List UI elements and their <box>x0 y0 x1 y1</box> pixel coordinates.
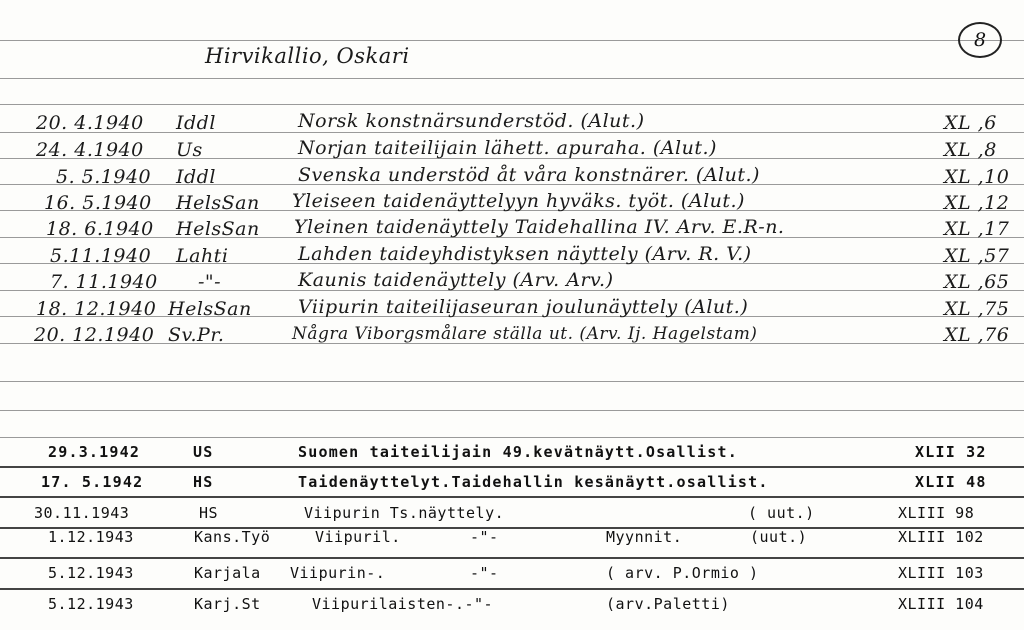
entry-date: 29.3.1942 <box>48 443 141 461</box>
entry-ref: XLIII 102 <box>898 528 984 546</box>
entry-title: Viipurin taiteilijaseuran joulunäyttely (Alut.) <box>298 296 749 318</box>
entry-date: 5.12.1943 <box>48 595 134 613</box>
entry-source: Karjala <box>194 564 261 582</box>
entry-source: HelsSan <box>176 218 260 240</box>
entry-title: Taidenäyttelyt.Taidehallin kesänäytt.osallist. <box>298 473 769 491</box>
entry-date: 30.11.1943 <box>34 504 130 522</box>
entry-date: 18. 12.1940 <box>36 298 157 320</box>
entry-ref: XL ,10 <box>944 166 1010 188</box>
entry-title: Yleiseen taidenäyttelyyn hyväks. työt. (Alut.) <box>292 190 745 212</box>
entry-date: 20. 4.1940 <box>36 112 144 134</box>
entry-title: Viipurin Ts.näyttely. <box>304 504 505 522</box>
entry-source: HelsSan <box>168 298 252 320</box>
entry-source: Sv.Pr. <box>168 324 225 346</box>
entry-source: HelsSan <box>176 192 260 214</box>
entry-title: Viipuril. <box>315 528 401 546</box>
entry-extra: Myynnit. <box>606 528 683 546</box>
entry-date: 24. 4.1940 <box>36 139 144 161</box>
entry-ref: XL ,76 <box>944 324 1010 346</box>
entry-ref: XL ,17 <box>944 218 1010 240</box>
entry-title: Viipurin-. <box>290 564 386 582</box>
entry-source: US <box>193 443 214 461</box>
entry-title: Viipurilaisten-.-"- <box>312 595 494 613</box>
entry-ref: XL ,57 <box>944 245 1010 267</box>
card-number: 8 <box>958 22 1002 58</box>
entry-source: HS <box>199 504 219 522</box>
entry-source: Karj.St <box>194 595 261 613</box>
entry-date: 7. 11.1940 <box>50 271 158 293</box>
entry-date: 16. 5.1940 <box>44 192 152 214</box>
entry-source: HS <box>193 473 214 491</box>
entry-ref: XL ,6 <box>944 112 997 134</box>
entry-source: Lahti <box>176 245 229 267</box>
entry-ditto: -"- <box>470 564 499 582</box>
entry-date: 20. 12.1940 <box>34 324 155 346</box>
entry-note: ( arv. P.Ormio ) <box>606 564 759 582</box>
entry-note: (uut.) <box>750 528 808 546</box>
person-name: Hirvikallio, Oskari <box>205 44 410 68</box>
entry-title: Yleinen taidenäyttely Taidehallina IV. Arv. E.R-n. <box>294 216 785 238</box>
entry-source: -"- <box>198 271 222 293</box>
entry-ref: XLII 48 <box>915 473 987 491</box>
entry-title: Några Viborgsmålare ställa ut. (Arv. Ij. Hagelstam) <box>292 324 758 344</box>
entry-ref: XLIII 103 <box>898 564 984 582</box>
entry-source: Us <box>176 139 203 161</box>
entry-title: Svenska understöd åt våra konstnärer. (Alut.) <box>298 164 760 186</box>
entry-date: 17. 5.1942 <box>41 473 144 491</box>
entry-ref: XL ,12 <box>944 192 1010 214</box>
entry-title: Suomen taiteilijain 49.kevätnäytt.Osallist. <box>298 443 738 461</box>
entry-ref: XLIII 98 <box>898 504 975 522</box>
entry-title: Norjan taiteilijain lähett. apuraha. (Alut.) <box>298 137 717 159</box>
entry-source: Iddl <box>176 166 216 188</box>
entry-ref: XLIII 104 <box>898 595 984 613</box>
entry-ref: XL ,75 <box>944 298 1010 320</box>
entry-title: Norsk konstnärsunderstöd. (Alut.) <box>298 110 645 132</box>
entry-ditto: -"- <box>470 528 499 546</box>
entry-source: Kans.Työ <box>194 528 271 546</box>
entry-ref: XL ,65 <box>944 271 1010 293</box>
entry-date: 5.11.1940 <box>50 245 152 267</box>
entry-note: ( uut.) <box>748 504 815 522</box>
entry-ref: XLII 32 <box>915 443 987 461</box>
entry-date: 1.12.1943 <box>48 528 134 546</box>
entry-title: Kaunis taidenäyttely (Arv. Arv.) <box>298 269 614 291</box>
entry-title: Lahden taideyhdistyksen näyttely (Arv. R. V.) <box>298 243 752 265</box>
entry-note: (arv.Paletti) <box>606 595 730 613</box>
entry-date: 18. 6.1940 <box>46 218 154 240</box>
entry-date: 5.12.1943 <box>48 564 134 582</box>
entry-ref: XL ,8 <box>944 139 997 161</box>
entry-date: 5. 5.1940 <box>56 166 152 188</box>
entry-source: Iddl <box>176 112 216 134</box>
